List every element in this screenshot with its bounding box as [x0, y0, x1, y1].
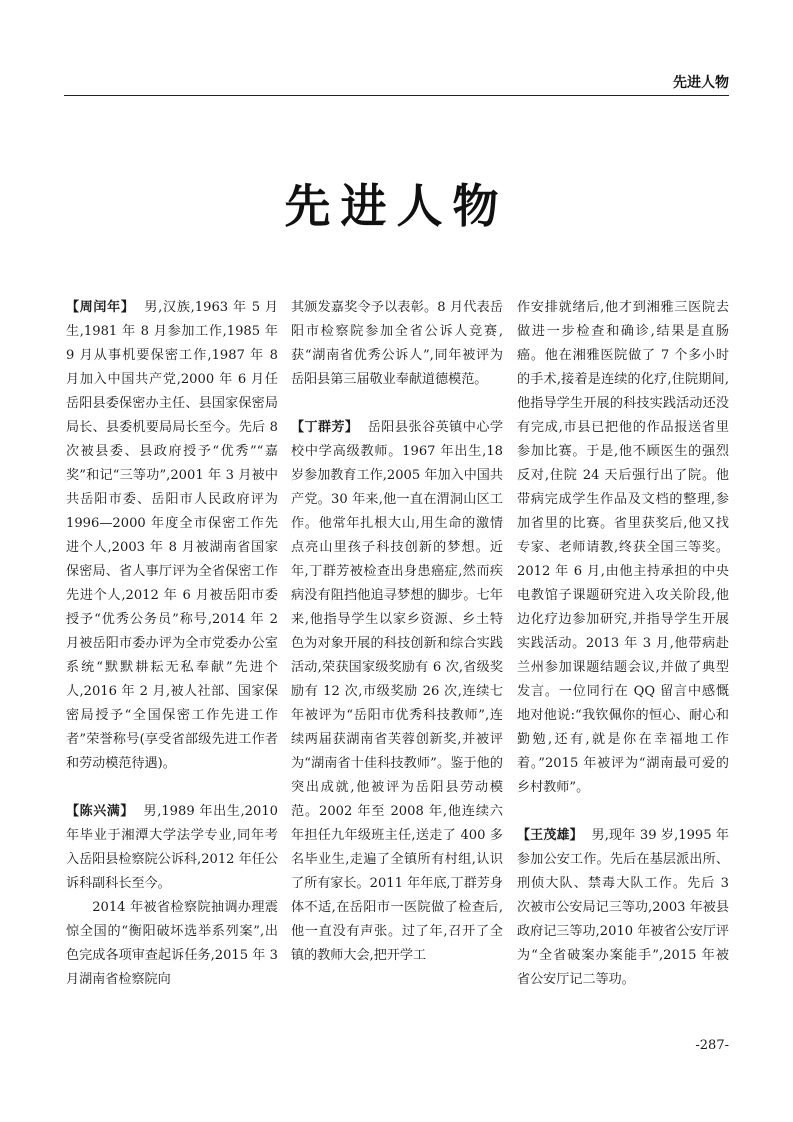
entry-paragraph: 作安排就绪后,他才到湘雅三医院去做进一步检查和确诊,结果是直肠癌。他在湘雅医院做了 7 个多小时的手术,接着是连续的化疗,住院期间,他指导学生开展的科技实践活动还没有完成,市县已把他的作品报送省里参加比赛。于是,他不顾医生的强烈反对,住院 24 天后强行出了院。他带病完成学生作品及文档的整理,参加省里的比赛。省里获奖后,他又找专家、老师请教,终获全国三等奖。2012 年 6 月,由他主持承担的中央电教馆子课题研究进入攻关阶段,他边化疗边参加研究,并指导学生开展实践活动。2013 年 3 月,他带病赴兰州参加课题结题会议,并做了典型发言。一位同行在 QQ 留言中感慨地对他说:“我钦佩你的恒心、耐心和勤勉,还有,就是你在幸福地工作着。”2015 年被评为“湖南最可爱的乡村教师”。: [517, 300, 729, 795]
entry-chen-xingman: [66, 800, 278, 896]
entry-ding-qunfang: [291, 416, 503, 968]
entry-text: 男,汉族,1963 年 5 月生,1981 年 8 月参加工作,1985 年 9 月从事机要保密工作,1987 年 8 月加入中国共产党,2000 年 6 月任岳阳县委保密办主任、县国家保密局局长、县委机要局局长至今。先后 8 次被县委、县政府授予“优秀”“嘉奖”和记“三等功”,2001 年 3 月被中共岳阳市委、岳阳市人民政府评为 1996—2000 年度全市保密工作先进个人,2003 年 8 月被湖南省国家保密局、省人事厅评为全省保密工作先进个人,2012 年 6 月被岳阳市委授予“优秀公务员”称号,2014 年 2 月被岳阳市委办评为全市党委办公室系统“默默耕耘无私奉献”先进个人,2016 年 2 月,被人社部、国家保密局授予“全国保密工作先进工作者”荣誉称号(享受省部级先进工作者和劳动模范待遇)。: [66, 300, 278, 771]
entry-name: 【陈兴满】: [66, 804, 134, 819]
column-3: [517, 296, 729, 992]
entry-name: 【丁群芳】: [291, 420, 359, 435]
page-number: -287-: [695, 1038, 729, 1053]
page-title: 先进人物: [284, 179, 509, 233]
entry-name: 【王茂雄】: [517, 828, 583, 843]
entry-paragraph: 2014 年被省检察院抽调办理震惊全国的“衡阳破坏选举系列案”,出色完成各项审查起诉任务,2015 年 3 月湖南省检察院向: [66, 900, 278, 987]
entry-wang-maoxiong: [517, 824, 729, 992]
entry-name: 【周闰年】: [66, 300, 135, 315]
entry-text: 男,现年 39 岁,1995 年参加公安工作。先后在基层派出所、刑侦大队、禁毒大队工作。先后 3 次被市公安局记三等功,2003 年被县政府记三等功,2010 年被省公安厅评为“全省破案办案能手”,2015 年被省公安厅记二等功。: [517, 828, 730, 987]
column-2: [291, 296, 503, 968]
entry-text: 男,1989 年出生,2010 年毕业于湘潭大学法学专业,同年考入岳阳县检察院公诉科,2012 年任公诉科副科长至今。: [66, 804, 278, 891]
entry-text: 岳阳县张谷英镇中心学校中学高级教师。1967 年出生,18 岁参加教育工作,2005 年加入中国共产党。30 年来,他一直在渭洞山区工作。他常年扎根大山,用生命的激情点亮山里孩子科技创新的梦想。近年,丁群芳被检查出身患癌症,然而疾病没有阻挡他追寻梦想的脚步。七年来,他指导学生以家乡资源、乡土特色为对象开展的科技创新和综合实践活动,荣获国家级奖励有 6 次,省级奖励有 12 次,市级奖励 26 次,连续七年被评为“岳阳市优秀科技教师”,连续两届获湖南省芙蓉创新奖,并被评为“湖南省十佳科技教师”。鉴于他的突出成就,他被评为岳阳县劳动模范。2002 年至 2008 年,他连续六年担任九年级班主任,送走了 400 多名毕业生,走遍了全镇所有村组,认识了所有家长。2011 年年底,丁群芳身体不适,在岳阳市一医院做了检查后,他一直没有声张。过了年,召开了全镇的教师大会,把开学工: [291, 420, 503, 963]
column-1: [66, 296, 278, 992]
entry-paragraph: 其颁发嘉奖令予以表彰。8 月代表岳阳市检察院参加全省公诉人竞赛,获“湖南省优秀公诉人”,同年被评为岳阳县第三届敬业奉献道德模范。: [291, 300, 503, 387]
running-head: 先进人物: [673, 75, 729, 91]
header-rule: [64, 95, 729, 96]
entry-zhou-runnian: [66, 296, 278, 776]
